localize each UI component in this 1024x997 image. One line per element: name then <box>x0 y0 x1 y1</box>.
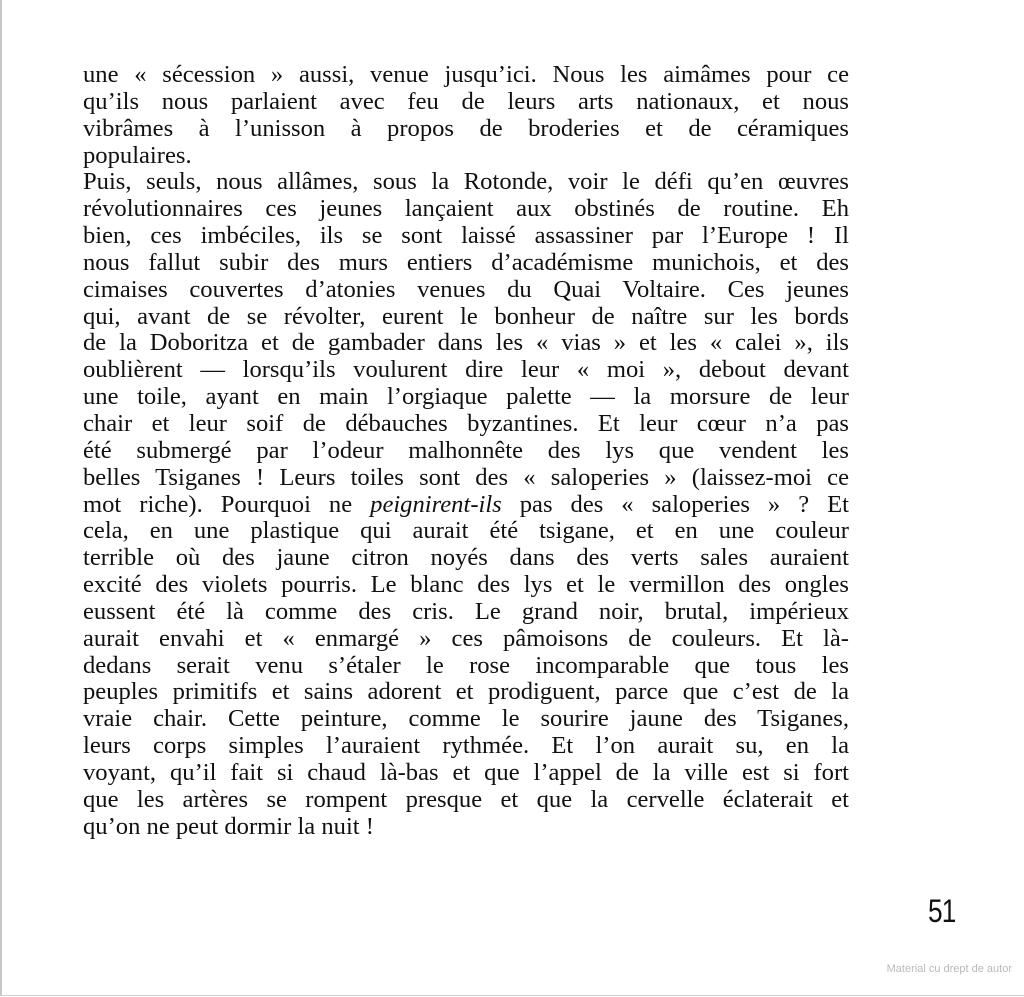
text-line: chair et leur soif de débauches byzantines. Et leur cœur n’a pas <box>83 409 849 437</box>
text-line: dedans serait venu s’étaler le rose incomparable que tous les <box>83 651 849 679</box>
italic-word: peignirent-ils <box>370 490 502 518</box>
text-line: aurait envahi et « enmargé » ces pâmoisons de couleurs. Et là- <box>83 624 849 652</box>
text-line: Puis, seuls, nous allâmes, sous la Rotonde, voir le défi qu’en œuvres <box>83 168 849 196</box>
text-line: leurs corps simples l’auraient rythmée. Et l’on aurait su, en la <box>83 732 849 760</box>
text-line: vraie chair. Cette peinture, comme le sourire jaune des Tsiganes, <box>83 705 849 733</box>
text-line: populaires. <box>83 141 192 169</box>
text-line: oublièrent — lorsqu’ils voulurent dire leur « moi », debout devant <box>83 356 849 384</box>
text-line: que les artères se rompent presque et que la cervelle éclaterait et <box>83 785 849 813</box>
text-line: peuples primitifs et sains adorent et prodiguent, parce que c’est de la <box>83 678 849 706</box>
text-line: qu’on ne peut dormir la nuit ! <box>83 812 374 840</box>
text-line <box>83 492 849 519</box>
text-line: excité des violets pourris. Le blanc des lys et le vermillon des ongles <box>83 571 849 599</box>
text-line: été submergé par l’odeur malhonnête des lys que vendent les <box>83 436 849 464</box>
text-line: de la Doboritza et de gambader dans les « vias » et les « calei », ils <box>83 329 849 357</box>
text-line: nous fallut subir des murs entiers d’académisme munichois, et des <box>83 248 849 276</box>
text-line: vibrâmes à l’unisson à propos de broderies et de céramiques <box>83 114 849 142</box>
text-line: cela, en une plastique qui aurait été tsigane, et en une couleur <box>83 517 849 545</box>
text-line: bien, ces imbéciles, ils se sont laissé assassiner par l’Europe ! Il <box>83 222 849 250</box>
text-segment: pas des « saloperies » ? Et <box>501 490 849 518</box>
text-segment: mot riche). Pourquoi ne <box>83 490 371 518</box>
page-number: 51 <box>928 893 956 929</box>
body-text <box>83 62 849 840</box>
text-line: qu’ils nous parlaient avec feu de leurs arts nationaux, et nous <box>83 87 849 115</box>
text-line: voyant, qu’il fait si chaud là-bas et que l’appel de la ville est si fort <box>83 758 849 786</box>
text-line: eussent été là comme des cris. Le grand noir, brutal, impérieux <box>83 597 849 625</box>
text-line: révolutionnaires ces jeunes lançaient aux obstinés de routine. Eh <box>83 195 849 223</box>
text-line: une toile, ayant en main l’orgiaque palette — la morsure de leur <box>83 383 849 411</box>
text-line: terrible où des jaune citron noyés dans des verts sales auraient <box>83 544 849 572</box>
copyright-notice: Material cu drept de autor <box>886 963 1012 975</box>
text-line: cimaises couvertes d’atonies venues du Quai Voltaire. Ces jeunes <box>83 275 849 303</box>
text-line: qui, avant de se révolter, eurent le bonheur de naître sur les bords <box>83 302 849 330</box>
text-line: belles Tsiganes ! Leurs toiles sont des « saloperies » (laissez-moi ce <box>83 463 849 491</box>
text-line: une « sécession » aussi, venue jusqu’ici. Nous les aimâmes pour ce <box>83 61 849 88</box>
